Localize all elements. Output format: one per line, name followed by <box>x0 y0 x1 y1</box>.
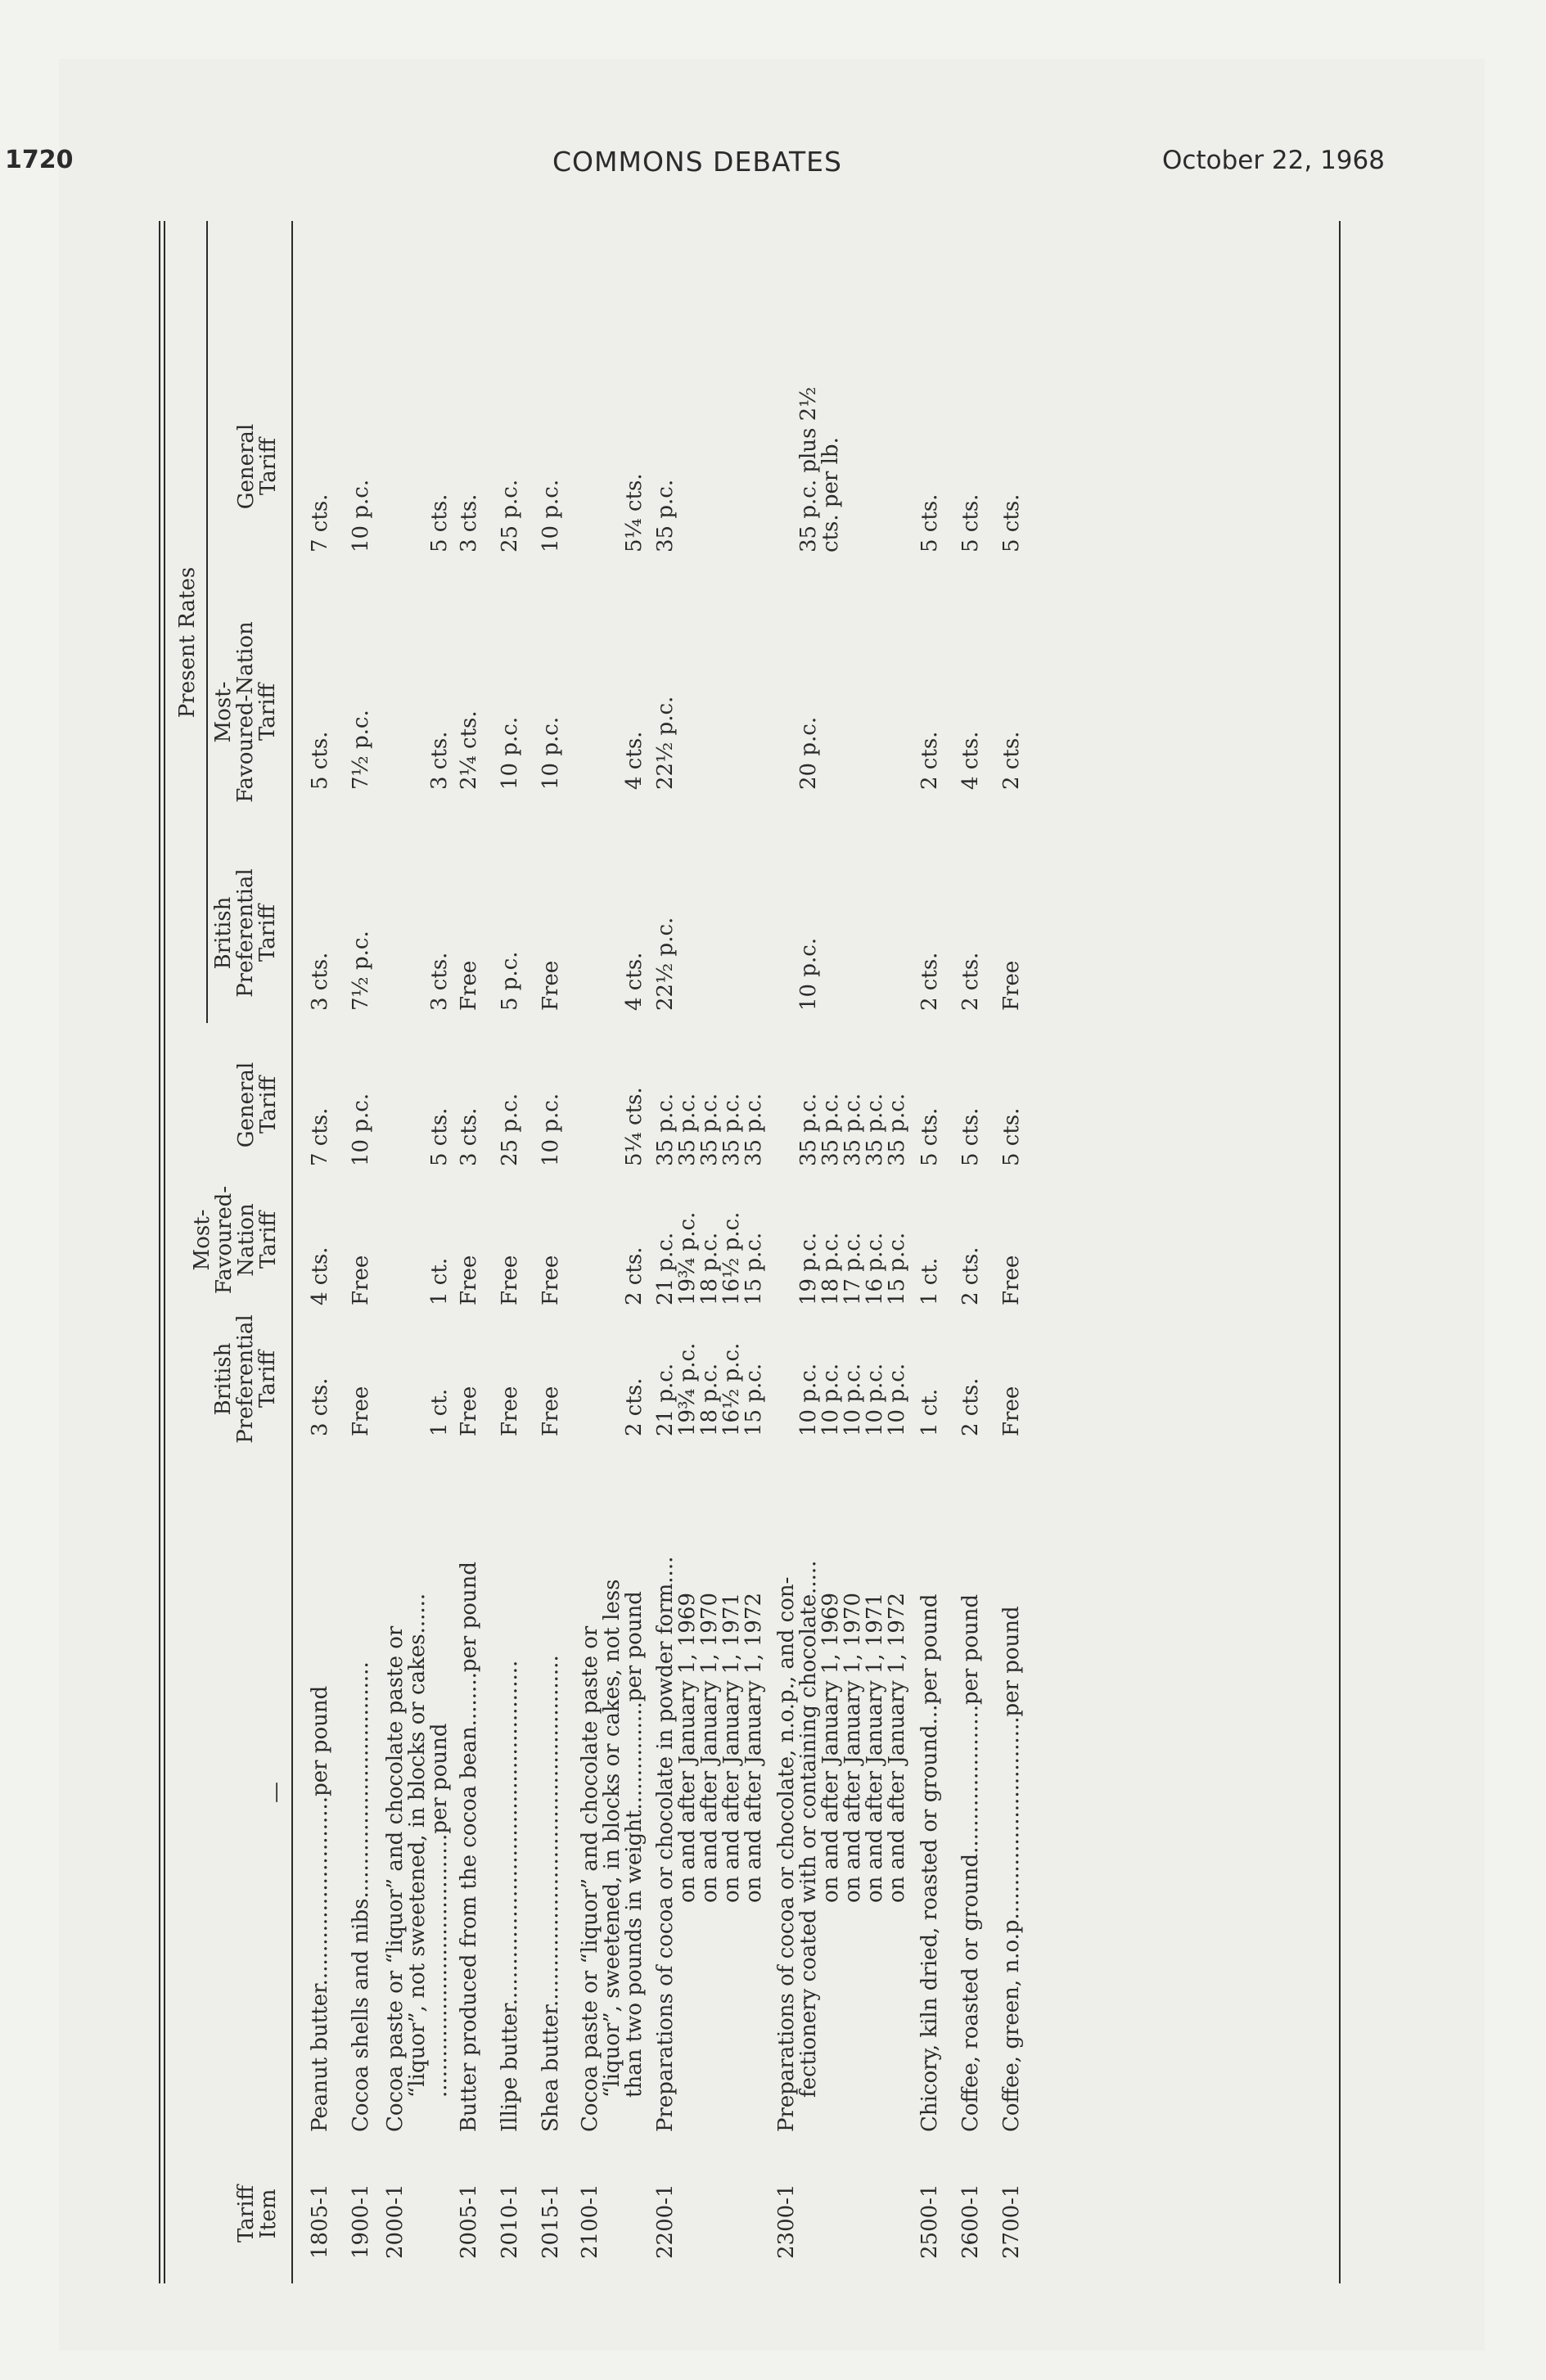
proposed-british-preferential-line: 2 cts. <box>958 1377 983 1436</box>
proposed-most-favoured-nation-line <box>407 1199 429 1305</box>
spacer-line <box>579 642 602 790</box>
proposed-british-preferential-line: Free <box>498 1386 522 1436</box>
proposed-british-preferential-line: Free <box>457 1386 481 1436</box>
proposed-british-preferential-line: 1 ct. <box>427 1388 452 1436</box>
present-british-preferential <box>499 880 521 1011</box>
present-general <box>350 331 372 552</box>
present-most-favoured-nation-value: 22½ p.c. <box>653 696 678 790</box>
tariff-item-number: 2500-1 <box>917 2184 942 2259</box>
proposed-british-preferential <box>655 1330 765 1436</box>
col-header-line: Most- <box>211 681 236 743</box>
present-general-line: 25 p.c. <box>498 479 522 552</box>
present-general-line: 5 cts. <box>999 494 1024 552</box>
present-most-favoured-nation-value: 5 cts. <box>308 731 332 790</box>
present-general <box>579 331 646 552</box>
running-title: COMMONS DEBATES <box>552 146 842 178</box>
col-header-line: Nation <box>234 1203 259 1277</box>
present-general <box>385 331 451 552</box>
present-british-preferential-value: Free <box>999 960 1024 1011</box>
proposed-most-favoured-nation <box>458 1199 480 1305</box>
proposed-general-line: 35 p.c. <box>697 1093 722 1166</box>
col-header-general <box>236 1035 280 1174</box>
spacer-line <box>407 642 429 790</box>
description-line: on and after January 1, 1971 <box>863 1592 887 1903</box>
col-header-line: Tariff <box>255 683 280 741</box>
description-line: on and after January 1, 1972 <box>885 1592 909 1903</box>
proposed-general-line: 10 p.c. <box>539 1093 563 1166</box>
proposed-most-favoured-nation-line: 2 cts. <box>958 1246 983 1305</box>
proposed-most-favoured-nation-line <box>385 1199 407 1305</box>
proposed-british-preferential-line: Free <box>999 1386 1024 1436</box>
header-rule <box>291 221 293 2283</box>
tariff-item-number: 1900-1 <box>349 2184 373 2259</box>
description-line: Preparations of cocoa or chocolate, n.o.p., and con- <box>774 1576 799 2132</box>
proposed-general <box>458 1052 480 1166</box>
present-british-preferential <box>655 880 677 1011</box>
present-most-favoured-nation <box>309 642 331 790</box>
present-most-favoured-nation-value: 20 p.c. <box>796 716 821 790</box>
proposed-british-preferential-line: 21 p.c. <box>653 1363 678 1436</box>
present-most-favoured-nation-value: 7½ p.c. <box>349 710 373 790</box>
proposed-most-favoured-nation-line: Free <box>498 1255 522 1305</box>
col-header-line: Tariff <box>256 437 281 496</box>
description-line: than two pounds in weight................per pound <box>622 1591 647 2098</box>
col-header-line: Tariff <box>255 904 280 962</box>
description-line: Illipe butter................................................... <box>498 1660 522 2132</box>
proposed-most-favoured-nation <box>579 1199 646 1305</box>
item-description <box>960 1461 982 2132</box>
present-general-line: 3 cts. <box>457 494 481 552</box>
proposed-british-preferential-line: 16½ p.c. <box>719 1342 744 1436</box>
col-header-present-most-favoured-nation <box>213 606 279 818</box>
present-british-preferential-value: 10 p.c. <box>796 937 821 1011</box>
present-most-favoured-nation <box>919 642 941 790</box>
proposed-most-favoured-nation-line: 18 p.c. <box>818 1232 843 1305</box>
description-line: Coffee, green, n.o.p..............................per pound <box>999 1606 1024 2132</box>
present-british-preferential <box>579 880 646 1011</box>
proposed-general-line: 25 p.c. <box>498 1093 522 1166</box>
proposed-british-preferential-line: 2 cts. <box>622 1377 647 1436</box>
proposed-british-preferential <box>1001 1330 1023 1436</box>
proposed-british-preferential <box>919 1330 941 1436</box>
col-header-line: Tariff <box>256 1075 281 1134</box>
proposed-most-favoured-nation-line: 15 p.c. <box>741 1232 766 1305</box>
spacer-line <box>776 1330 798 1436</box>
item-description <box>655 1461 765 2132</box>
description-line: Chicory, kiln dried, roasted or ground...per pound <box>917 1593 942 2132</box>
tariff-item-number: 2300-1 <box>774 2184 799 2259</box>
proposed-most-favoured-nation-line: 19 p.c. <box>796 1232 821 1305</box>
proposed-british-preferential-line: 1 ct. <box>917 1388 942 1436</box>
tariff-item-number: 2000-1 <box>383 2184 408 2259</box>
proposed-most-favoured-nation <box>655 1199 765 1305</box>
item-description <box>458 1461 480 2132</box>
proposed-most-favoured-nation-line: Free <box>457 1255 481 1305</box>
proposed-most-favoured-nation <box>385 1199 451 1305</box>
col-header-line: Tariff <box>255 1350 280 1409</box>
present-rates-rule <box>206 221 208 1023</box>
proposed-british-preferential-line: 15 p.c. <box>741 1363 766 1436</box>
description-line: on and after January 1, 1969 <box>675 1592 700 1903</box>
present-british-preferential <box>385 880 451 1011</box>
proposed-british-preferential-line: 10 p.c. <box>863 1363 887 1436</box>
tariff-item-number: 2700-1 <box>999 2184 1024 2259</box>
col-header-line: Tariff <box>256 1210 281 1269</box>
present-british-preferential-value: 2 cts. <box>917 952 942 1011</box>
proposed-most-favoured-nation-line: Free <box>349 1255 373 1305</box>
tariff-item-number: 2200-1 <box>653 2184 678 2259</box>
description-line: on and after January 1, 1972 <box>741 1592 766 1903</box>
proposed-general-line <box>407 1052 429 1166</box>
proposed-british-preferential-line <box>602 1330 624 1436</box>
proposed-most-favoured-nation-line: 19¾ p.c. <box>675 1211 700 1305</box>
proposed-most-favoured-nation <box>540 1199 562 1305</box>
proposed-most-favoured-nation-line: 1 ct. <box>427 1257 452 1305</box>
tariff-item-number: 2005-1 <box>457 2184 481 2259</box>
proposed-general-line: 35 p.c. <box>841 1093 865 1166</box>
present-rates-header: Present Rates <box>175 566 200 719</box>
col-header-line: British <box>211 1342 236 1416</box>
proposed-most-favoured-nation-line: 17 p.c. <box>841 1232 865 1305</box>
spacer-line <box>579 880 602 1011</box>
description-line: on and after January 1, 1970 <box>697 1592 722 1903</box>
present-most-favoured-nation-value: 2 cts. <box>999 731 1024 790</box>
present-british-preferential-value: Free <box>539 960 563 1011</box>
spacer-line <box>602 880 624 1011</box>
col-header-line: Favoured-Nation <box>233 621 258 803</box>
spacer-line <box>776 880 798 1011</box>
present-british-preferential-value: Free <box>457 960 481 1011</box>
proposed-british-preferential-line: 10 p.c. <box>818 1363 843 1436</box>
tariff-item-number: 1805-1 <box>308 2184 332 2259</box>
spacer-line <box>602 642 624 790</box>
description-line: Cocoa shells and nibs................................... <box>349 1661 373 2132</box>
item-description <box>579 1461 646 2132</box>
present-general <box>960 331 982 552</box>
description-line: .......................................per pound <box>427 1723 452 2098</box>
present-british-preferential-value: 2 cts. <box>958 952 983 1011</box>
proposed-most-favoured-nation-line: 16½ p.c. <box>719 1211 744 1305</box>
present-british-preferential-value: 7½ p.c. <box>349 931 373 1011</box>
spacer-line <box>776 331 798 552</box>
proposed-general-line: 5 cts. <box>427 1107 452 1166</box>
present-general <box>540 331 562 552</box>
proposed-general-line <box>579 1052 602 1166</box>
proposed-most-favoured-nation <box>960 1199 982 1305</box>
proposed-british-preferential-line <box>385 1330 407 1436</box>
present-british-preferential <box>1001 880 1023 1011</box>
proposed-most-favoured-nation-line: Free <box>539 1255 563 1305</box>
proposed-general <box>499 1052 521 1166</box>
spacer-line <box>385 331 407 552</box>
bottom-rule <box>1339 221 1341 2283</box>
proposed-british-preferential <box>540 1330 562 1436</box>
col-header-line: Most- <box>190 1209 214 1271</box>
col-header-line: Tariff <box>234 2184 259 2243</box>
proposed-british-preferential-line: 10 p.c. <box>796 1363 821 1436</box>
proposed-general <box>960 1052 982 1166</box>
present-general <box>655 331 677 552</box>
present-british-preferential-value: 3 cts. <box>308 952 332 1011</box>
proposed-most-favoured-nation-line: 21 p.c. <box>653 1232 678 1305</box>
proposed-general-line: 10 p.c. <box>349 1093 373 1166</box>
proposed-general-line: 5 cts. <box>958 1107 983 1166</box>
present-most-favoured-nation-value: 4 cts. <box>958 731 983 790</box>
description-line: Cocoa paste or “liquor” and chocolate paste or <box>578 1625 602 2132</box>
proposed-british-preferential-line: Free <box>349 1386 373 1436</box>
present-general <box>776 331 842 552</box>
present-general-line: 10 p.c. <box>539 479 563 552</box>
page-header <box>0 146 1546 195</box>
present-most-favoured-nation <box>655 642 677 790</box>
col-header-british-preferential <box>213 1301 279 1457</box>
proposed-most-favoured-nation <box>919 1199 941 1305</box>
spacer-line <box>579 331 602 552</box>
present-most-favoured-nation-value: 10 p.c. <box>539 716 563 790</box>
description-line: Butter produced from the cocoa bean........per pound <box>457 1561 481 2132</box>
proposed-most-favoured-nation <box>499 1199 521 1305</box>
present-general <box>309 331 331 552</box>
proposed-british-preferential-line: 3 cts. <box>308 1377 332 1436</box>
proposed-british-preferential <box>458 1330 480 1436</box>
description-line: Shea butter.................................................... <box>539 1655 563 2132</box>
col-header-present-british-preferential <box>213 843 279 1023</box>
present-general <box>458 331 480 552</box>
present-most-favoured-nation-value: 10 p.c. <box>498 716 522 790</box>
item-description <box>499 1461 521 2132</box>
present-british-preferential <box>309 880 331 1011</box>
proposed-british-preferential-line: Free <box>539 1386 563 1436</box>
col-header-line: General <box>234 1062 259 1148</box>
proposed-general <box>579 1052 646 1166</box>
col-header-line: General <box>234 423 259 510</box>
description-line: Coffee, roasted or ground......................per pound <box>958 1593 983 2132</box>
col-header-line: Preferential <box>233 868 258 998</box>
proposed-british-preferential <box>350 1330 372 1436</box>
proposed-general-line: 35 p.c. <box>741 1093 766 1166</box>
proposed-most-favoured-nation-line <box>579 1199 602 1305</box>
proposed-most-favoured-nation-line: 2 cts. <box>622 1246 647 1305</box>
description-line: fectionery coated with or containing chocolate..... <box>796 1560 821 2098</box>
proposed-british-preferential <box>499 1330 521 1436</box>
proposed-british-preferential <box>579 1330 646 1436</box>
spacer-line <box>407 331 429 552</box>
proposed-general-line: 35 p.c. <box>863 1093 887 1166</box>
col-header-line: Favoured- <box>212 1185 237 1295</box>
present-british-preferential-value: 3 cts. <box>427 952 452 1011</box>
tariff-item-number: 2100-1 <box>578 2184 602 2259</box>
present-british-preferential <box>540 880 562 1011</box>
proposed-general-line: 35 p.c. <box>796 1093 821 1166</box>
present-british-preferential-value: 4 cts. <box>622 952 647 1011</box>
description-line: “liquor”, sweetened, in blocks or cakes, not less <box>600 1579 624 2098</box>
present-most-favoured-nation <box>458 642 480 790</box>
present-most-favoured-nation-value: 3 cts. <box>427 731 452 790</box>
present-general-line: 5 cts. <box>917 494 942 552</box>
col-header-tariff-item <box>236 2152 280 2275</box>
col-header-present-general <box>236 385 280 548</box>
spacer-line <box>776 642 798 790</box>
description-line: Preparations of cocoa or chocolate in powder form.... <box>653 1556 678 2132</box>
proposed-british-preferential-line: 10 p.c. <box>841 1363 865 1436</box>
page-number: 1720 <box>5 146 74 174</box>
present-general-line: 35 p.c. <box>653 479 678 552</box>
proposed-general <box>1001 1052 1023 1166</box>
col-header-line: Item <box>256 2188 281 2239</box>
top-rule-inner <box>164 221 165 2283</box>
description-line: on and after January 1, 1971 <box>719 1592 744 1903</box>
rotated-tariff-table <box>154 221 1349 2283</box>
proposed-general <box>919 1052 941 1166</box>
present-general-line: 5 cts. <box>958 494 983 552</box>
proposed-british-preferential-line: 19¾ p.c. <box>675 1342 700 1436</box>
present-most-favoured-nation <box>499 642 521 790</box>
description-line: on and after January 1, 1969 <box>818 1592 843 1903</box>
spacer-line <box>385 880 407 1011</box>
present-british-preferential <box>960 880 982 1011</box>
proposed-general <box>776 1052 908 1166</box>
item-description <box>540 1461 562 2132</box>
present-general-line: 5¼ cts. <box>622 473 647 552</box>
proposed-most-favoured-nation-line <box>602 1199 624 1305</box>
spacer-line <box>776 1052 798 1166</box>
proposed-most-favoured-nation-line: 1 ct. <box>917 1257 942 1305</box>
present-most-favoured-nation-value: 2 cts. <box>917 731 942 790</box>
present-british-preferential <box>776 880 820 1011</box>
present-most-favoured-nation <box>385 642 451 790</box>
spacer-line <box>776 1199 798 1305</box>
present-general <box>499 331 521 552</box>
proposed-most-favoured-nation-line: Free <box>999 1255 1024 1305</box>
proposed-british-preferential <box>960 1330 982 1436</box>
tariff-item-number: 2600-1 <box>958 2184 983 2259</box>
present-general <box>1001 331 1023 552</box>
proposed-british-preferential-line: 10 p.c. <box>885 1363 909 1436</box>
proposed-british-preferential-line: 18 p.c. <box>697 1363 722 1436</box>
proposed-most-favoured-nation <box>309 1199 331 1305</box>
proposed-british-preferential-line <box>579 1330 602 1436</box>
spacer-line <box>407 880 429 1011</box>
present-most-favoured-nation-value: 2¼ cts. <box>457 710 481 790</box>
proposed-general-line: 3 cts. <box>457 1107 481 1166</box>
proposed-general <box>655 1052 765 1166</box>
present-most-favoured-nation-value: 4 cts. <box>622 731 647 790</box>
present-british-preferential <box>919 880 941 1011</box>
proposed-general-line: 35 p.c. <box>885 1093 909 1166</box>
page-date: October 22, 1968 <box>1162 146 1385 175</box>
spacer-line <box>385 642 407 790</box>
proposed-most-favoured-nation-line: 15 p.c. <box>885 1232 909 1305</box>
proposed-most-favoured-nation <box>1001 1199 1023 1305</box>
item-description <box>776 1461 908 2132</box>
present-general-line: 5 cts. <box>427 494 452 552</box>
item-description <box>1001 1461 1023 2132</box>
proposed-most-favoured-nation-line: 16 p.c. <box>863 1232 887 1305</box>
proposed-general-line: 5 cts. <box>917 1107 942 1166</box>
present-british-preferential <box>458 880 480 1011</box>
proposed-general <box>350 1052 372 1166</box>
present-most-favoured-nation <box>350 642 372 790</box>
present-most-favoured-nation <box>960 642 982 790</box>
col-header-description: — <box>264 1782 288 1803</box>
item-description <box>385 1461 451 2132</box>
description-line: Peanut butter............................per pound <box>308 1685 332 2132</box>
present-general-line: 10 p.c. <box>349 479 373 552</box>
proposed-general-line <box>602 1052 624 1166</box>
proposed-british-preferential <box>309 1330 331 1436</box>
proposed-most-favoured-nation-line: 18 p.c. <box>697 1232 722 1305</box>
top-rule <box>159 221 160 2283</box>
col-header-most-favoured-nation <box>192 1162 280 1318</box>
proposed-most-favoured-nation <box>350 1199 372 1305</box>
proposed-general-line: 35 p.c. <box>719 1093 744 1166</box>
proposed-general <box>385 1052 451 1166</box>
present-most-favoured-nation <box>540 642 562 790</box>
description-line: “liquor”, not sweetened, in blocks or cakes...... <box>405 1593 430 2098</box>
proposed-general-line <box>385 1052 407 1166</box>
proposed-general-line: 5¼ cts. <box>622 1087 647 1166</box>
proposed-general <box>309 1052 331 1166</box>
description-line: Cocoa paste or “liquor” and chocolate paste or <box>383 1625 408 2132</box>
tariff-item-number: 2010-1 <box>498 2184 522 2259</box>
spacer-line <box>602 331 624 552</box>
present-most-favoured-nation <box>579 642 646 790</box>
item-description <box>309 1461 331 2132</box>
present-british-preferential-value: 5 p.c. <box>498 951 522 1011</box>
proposed-general-line: 35 p.c. <box>818 1093 843 1166</box>
proposed-most-favoured-nation <box>776 1199 908 1305</box>
present-general-line: 7 cts. <box>308 494 332 552</box>
proposed-british-preferential <box>776 1330 908 1436</box>
tariff-table <box>154 221 1349 2283</box>
proposed-most-favoured-nation-line: 4 cts. <box>308 1246 332 1305</box>
proposed-general-line: 5 cts. <box>999 1107 1024 1166</box>
proposed-general <box>540 1052 562 1166</box>
proposed-british-preferential-line <box>407 1330 429 1436</box>
tariff-item-number: 2015-1 <box>539 2184 563 2259</box>
proposed-general-line: 7 cts. <box>308 1107 332 1166</box>
present-most-favoured-nation <box>1001 642 1023 790</box>
col-header-line: Preferential <box>233 1314 258 1444</box>
col-header-line: British <box>211 896 236 970</box>
proposed-general-line: 35 p.c. <box>675 1093 700 1166</box>
item-description <box>919 1461 941 2132</box>
present-most-favoured-nation <box>776 642 820 790</box>
present-general-line: cts. per lb. <box>818 437 843 552</box>
proposed-british-preferential <box>385 1330 451 1436</box>
present-general-line: 35 p.c. plus 2½ <box>796 386 821 552</box>
proposed-general-line: 35 p.c. <box>653 1093 678 1166</box>
present-general <box>919 331 941 552</box>
item-description <box>350 1461 372 2132</box>
description-line: on and after January 1, 1970 <box>841 1592 865 1903</box>
present-british-preferential-value: 22½ p.c. <box>653 917 678 1011</box>
present-british-preferential <box>350 880 372 1011</box>
